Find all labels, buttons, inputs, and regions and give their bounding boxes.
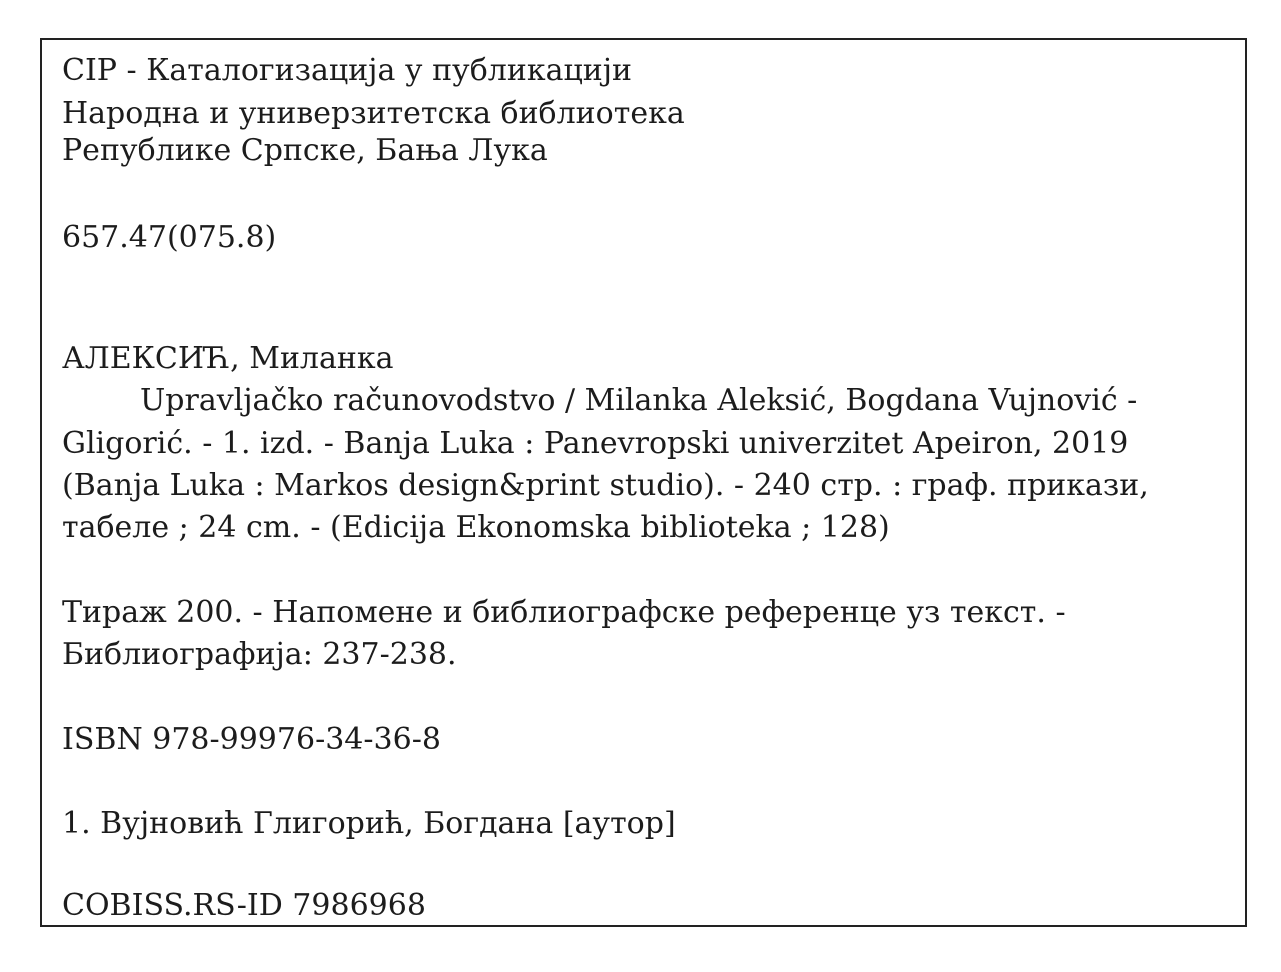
- description-line-1: Upravljačko računovodstvo / Milanka Aleksić, Bogdana Vujnović -: [140, 383, 1138, 418]
- cip-header-line-1: CIP - Каталогизација у публикацији: [62, 53, 633, 88]
- added-entry: 1. Вујновић Глигорић, Богдана [аутор]: [62, 806, 676, 841]
- udc-classification: 657.47(075.8): [62, 220, 277, 255]
- isbn: ISBN 978-99976-34-36-8: [62, 722, 441, 757]
- description-line-4: табеле ; 24 cm. - (Edicija Ekonomska biblioteka ; 128): [62, 510, 890, 545]
- notes-line-2: Библиографија: 237-238.: [62, 637, 457, 672]
- cobiss-id: COBISS.RS-ID 7986968: [62, 888, 426, 923]
- cip-record-card: [40, 38, 1247, 927]
- notes-line-1: Тираж 200. - Напомене и библиографске референце уз текст. -: [62, 595, 1066, 630]
- description-line-3: (Banja Luka : Markos design&print studio). - 240 стр. : граф. прикази,: [62, 468, 1149, 503]
- cip-header-line-2: Народна и универзитетска библиотека: [62, 96, 685, 131]
- description-line-2: Gligorić. - 1. izd. - Banja Luka : Panevropski univerzitet Apeiron, 2019: [62, 426, 1129, 461]
- cip-header-line-3: Републике Српске, Бања Лука: [62, 133, 548, 168]
- author-heading: АЛЕКСИЋ, Миланка: [62, 341, 394, 376]
